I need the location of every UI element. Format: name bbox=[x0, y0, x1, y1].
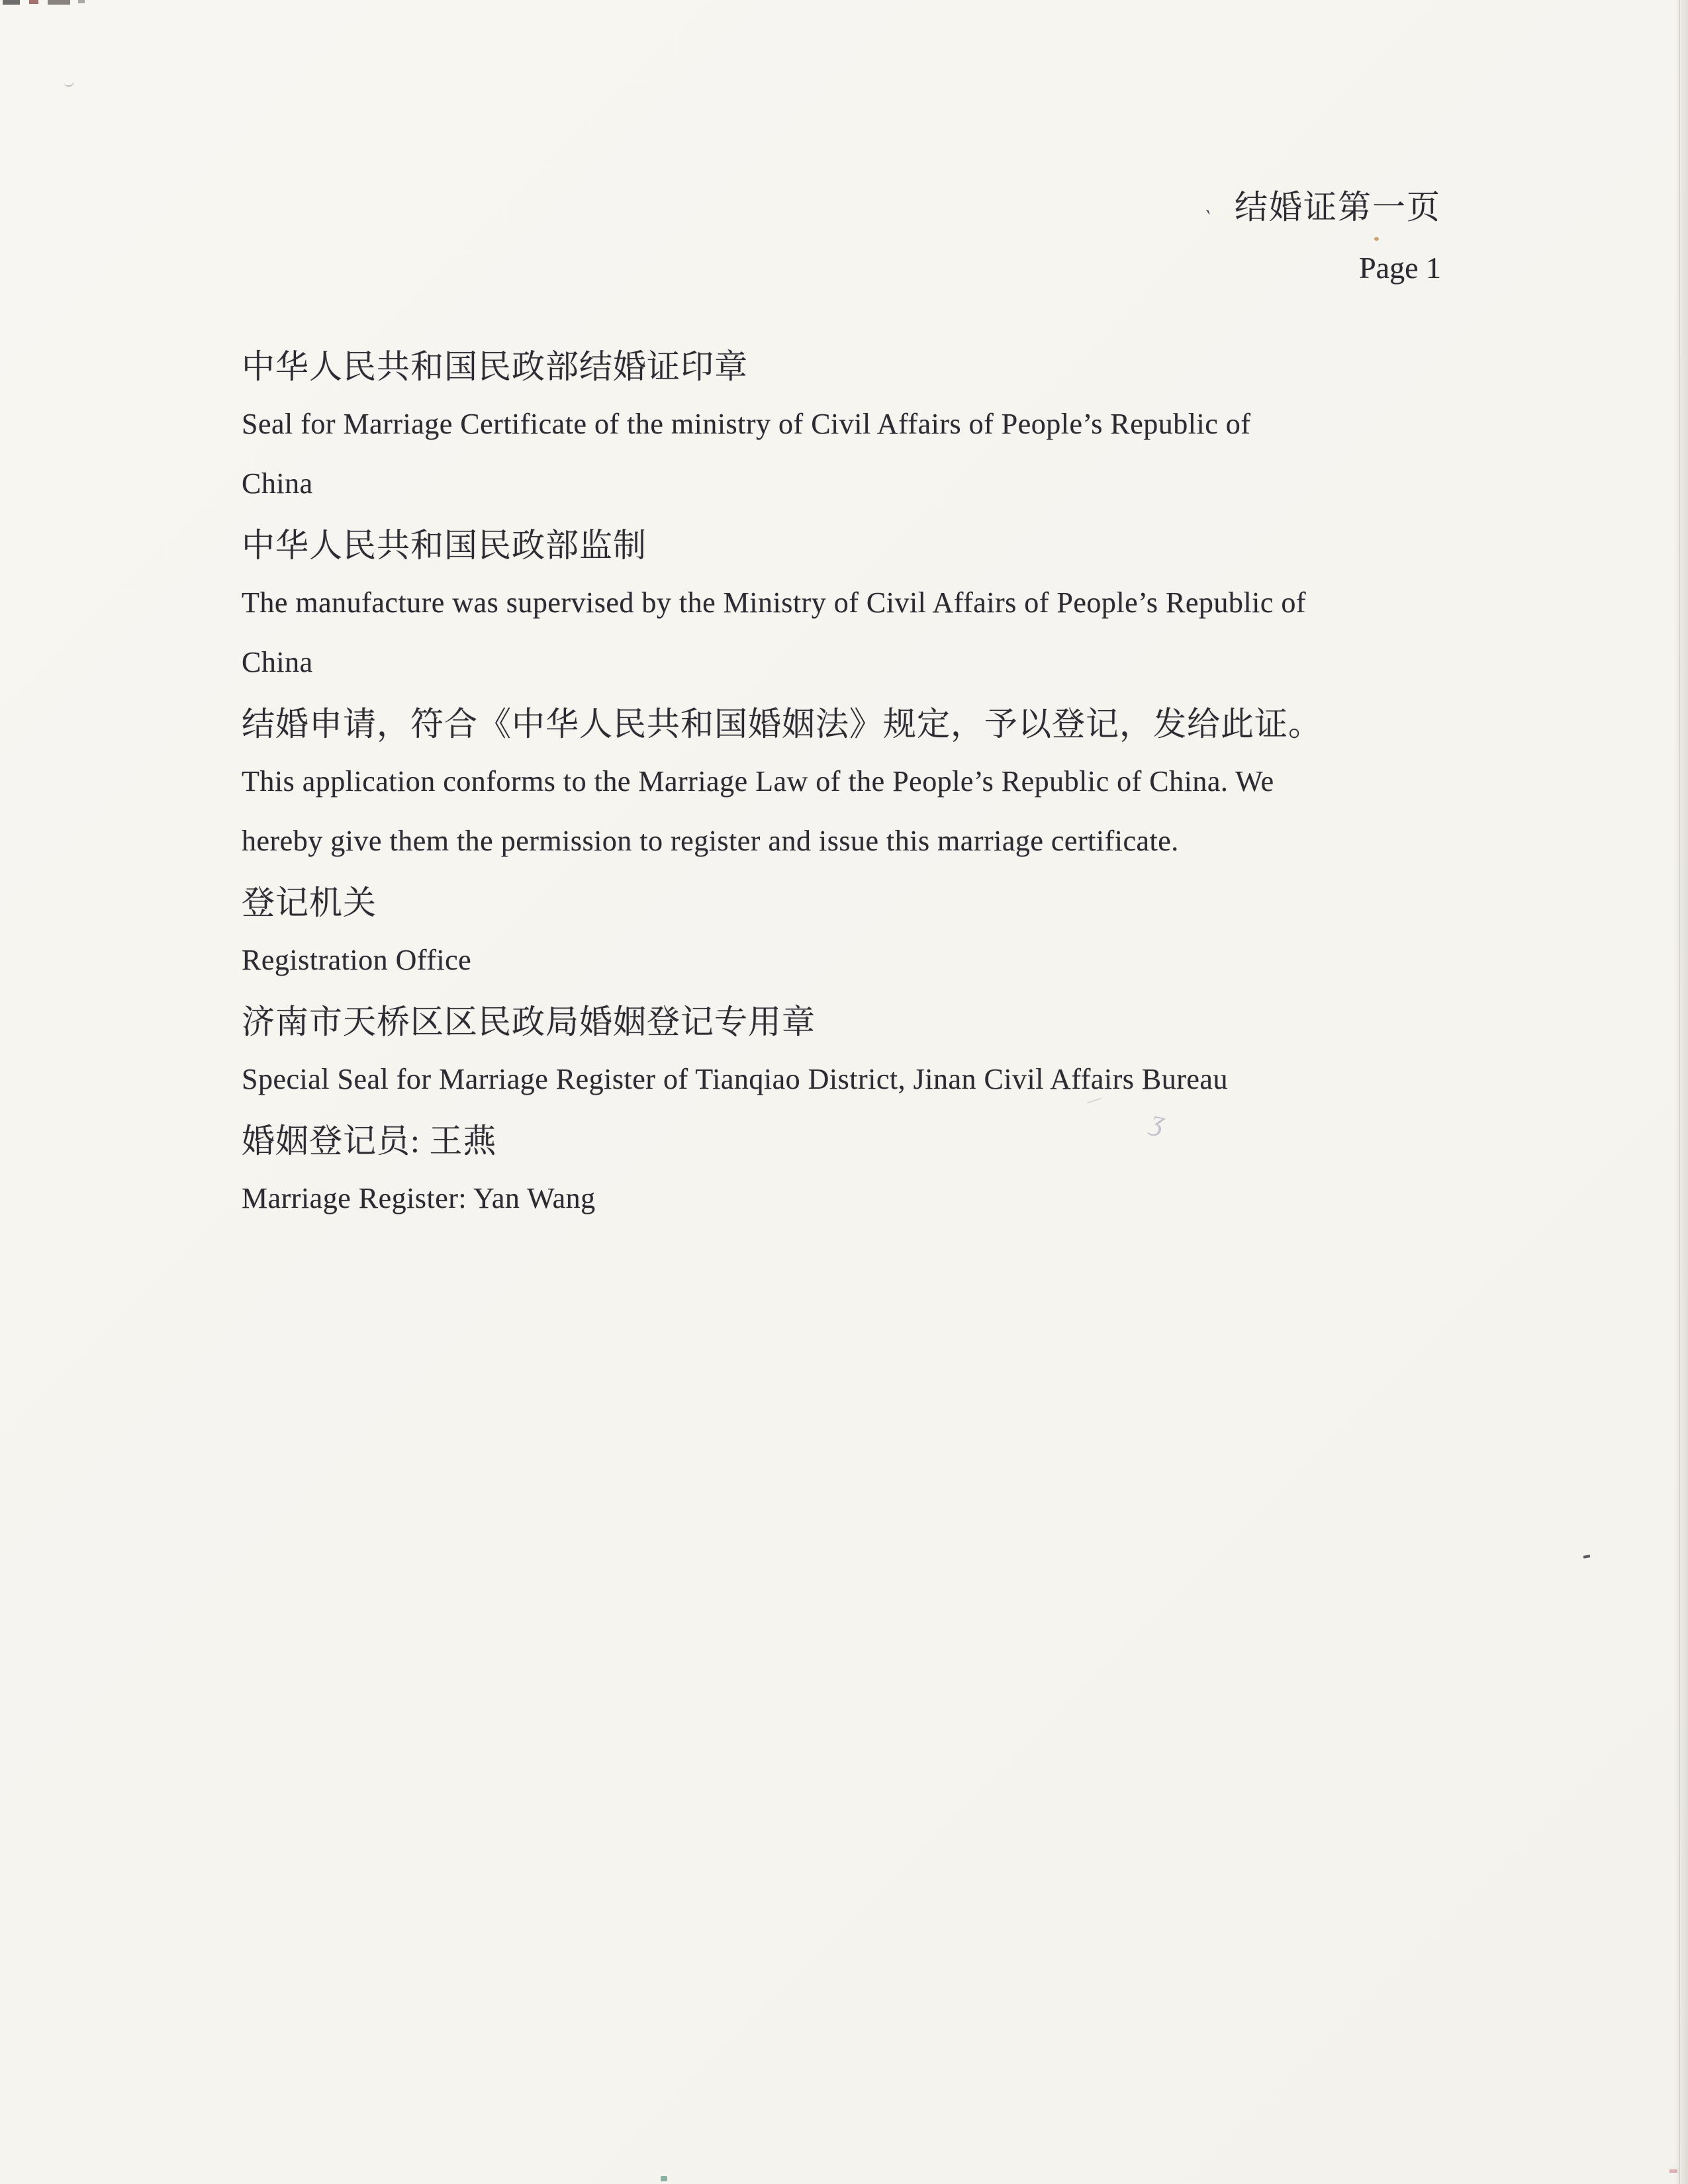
header-title-zh: 结婚证第一页 bbox=[1235, 189, 1441, 226]
paper-edge-shadow bbox=[1673, 0, 1688, 2184]
line-special-seal-zh: 济南市天桥区区民政局婚姻登记专用章 bbox=[242, 1003, 816, 1040]
header-page-number: Page 1 bbox=[1359, 251, 1441, 285]
line-special-seal-en: Special Seal for Marriage Register of Tianqiao District, Jinan Civil Affairs Bureau bbox=[242, 1062, 1228, 1095]
document-body bbox=[242, 334, 1433, 1228]
line-seal-title-en-1: Seal for Marriage Certificate of the ministry of Civil Affairs of People’s Republic of bbox=[242, 407, 1251, 440]
scan-speck bbox=[1583, 1555, 1591, 1559]
faint-pencil-mark: ʒ bbox=[1149, 1103, 1168, 1138]
line-supervision-zh: 中华人民共和国民政部监制 bbox=[242, 527, 647, 564]
scan-speck bbox=[29, 0, 38, 4]
page-header bbox=[1235, 191, 1441, 283]
line-registration-office-zh: 登记机关 bbox=[242, 884, 377, 921]
line-registrar-en: Marriage Register: Yan Wang bbox=[242, 1181, 596, 1214]
line-approval-zh: 结婚申请，符合《中华人民共和国婚姻法》规定，予以登记，发给此证。 bbox=[242, 705, 1322, 743]
line-registration-office-en: Registration Office bbox=[242, 943, 472, 976]
line-approval-en-1: This application conforms to the Marriage Law of the People’s Republic of China. We bbox=[242, 764, 1274, 797]
scan-speck bbox=[78, 0, 85, 3]
line-seal-title-zh: 中华人民共和国民政部结婚证印章 bbox=[242, 348, 748, 385]
line-approval-en-2: hereby give them the permission to register and issue this marriage certificate. bbox=[242, 824, 1179, 857]
scan-speck bbox=[48, 0, 70, 5]
line-supervision-en-2: China bbox=[242, 645, 313, 678]
line-supervision-en-1: The manufacture was supervised by the Ministry of Civil Affairs of People’s Republic of bbox=[242, 586, 1307, 619]
scan-speck bbox=[3, 0, 20, 5]
line-registrar-zh: 婚姻登记员: 王燕 bbox=[242, 1122, 497, 1160]
line-seal-title-en-2: China bbox=[242, 467, 313, 500]
faint-pen-mark bbox=[63, 79, 74, 87]
stray-tick-mark: ` bbox=[1198, 206, 1213, 232]
scan-speck bbox=[661, 2176, 667, 2181]
paper-edge-line bbox=[1679, 0, 1680, 2184]
